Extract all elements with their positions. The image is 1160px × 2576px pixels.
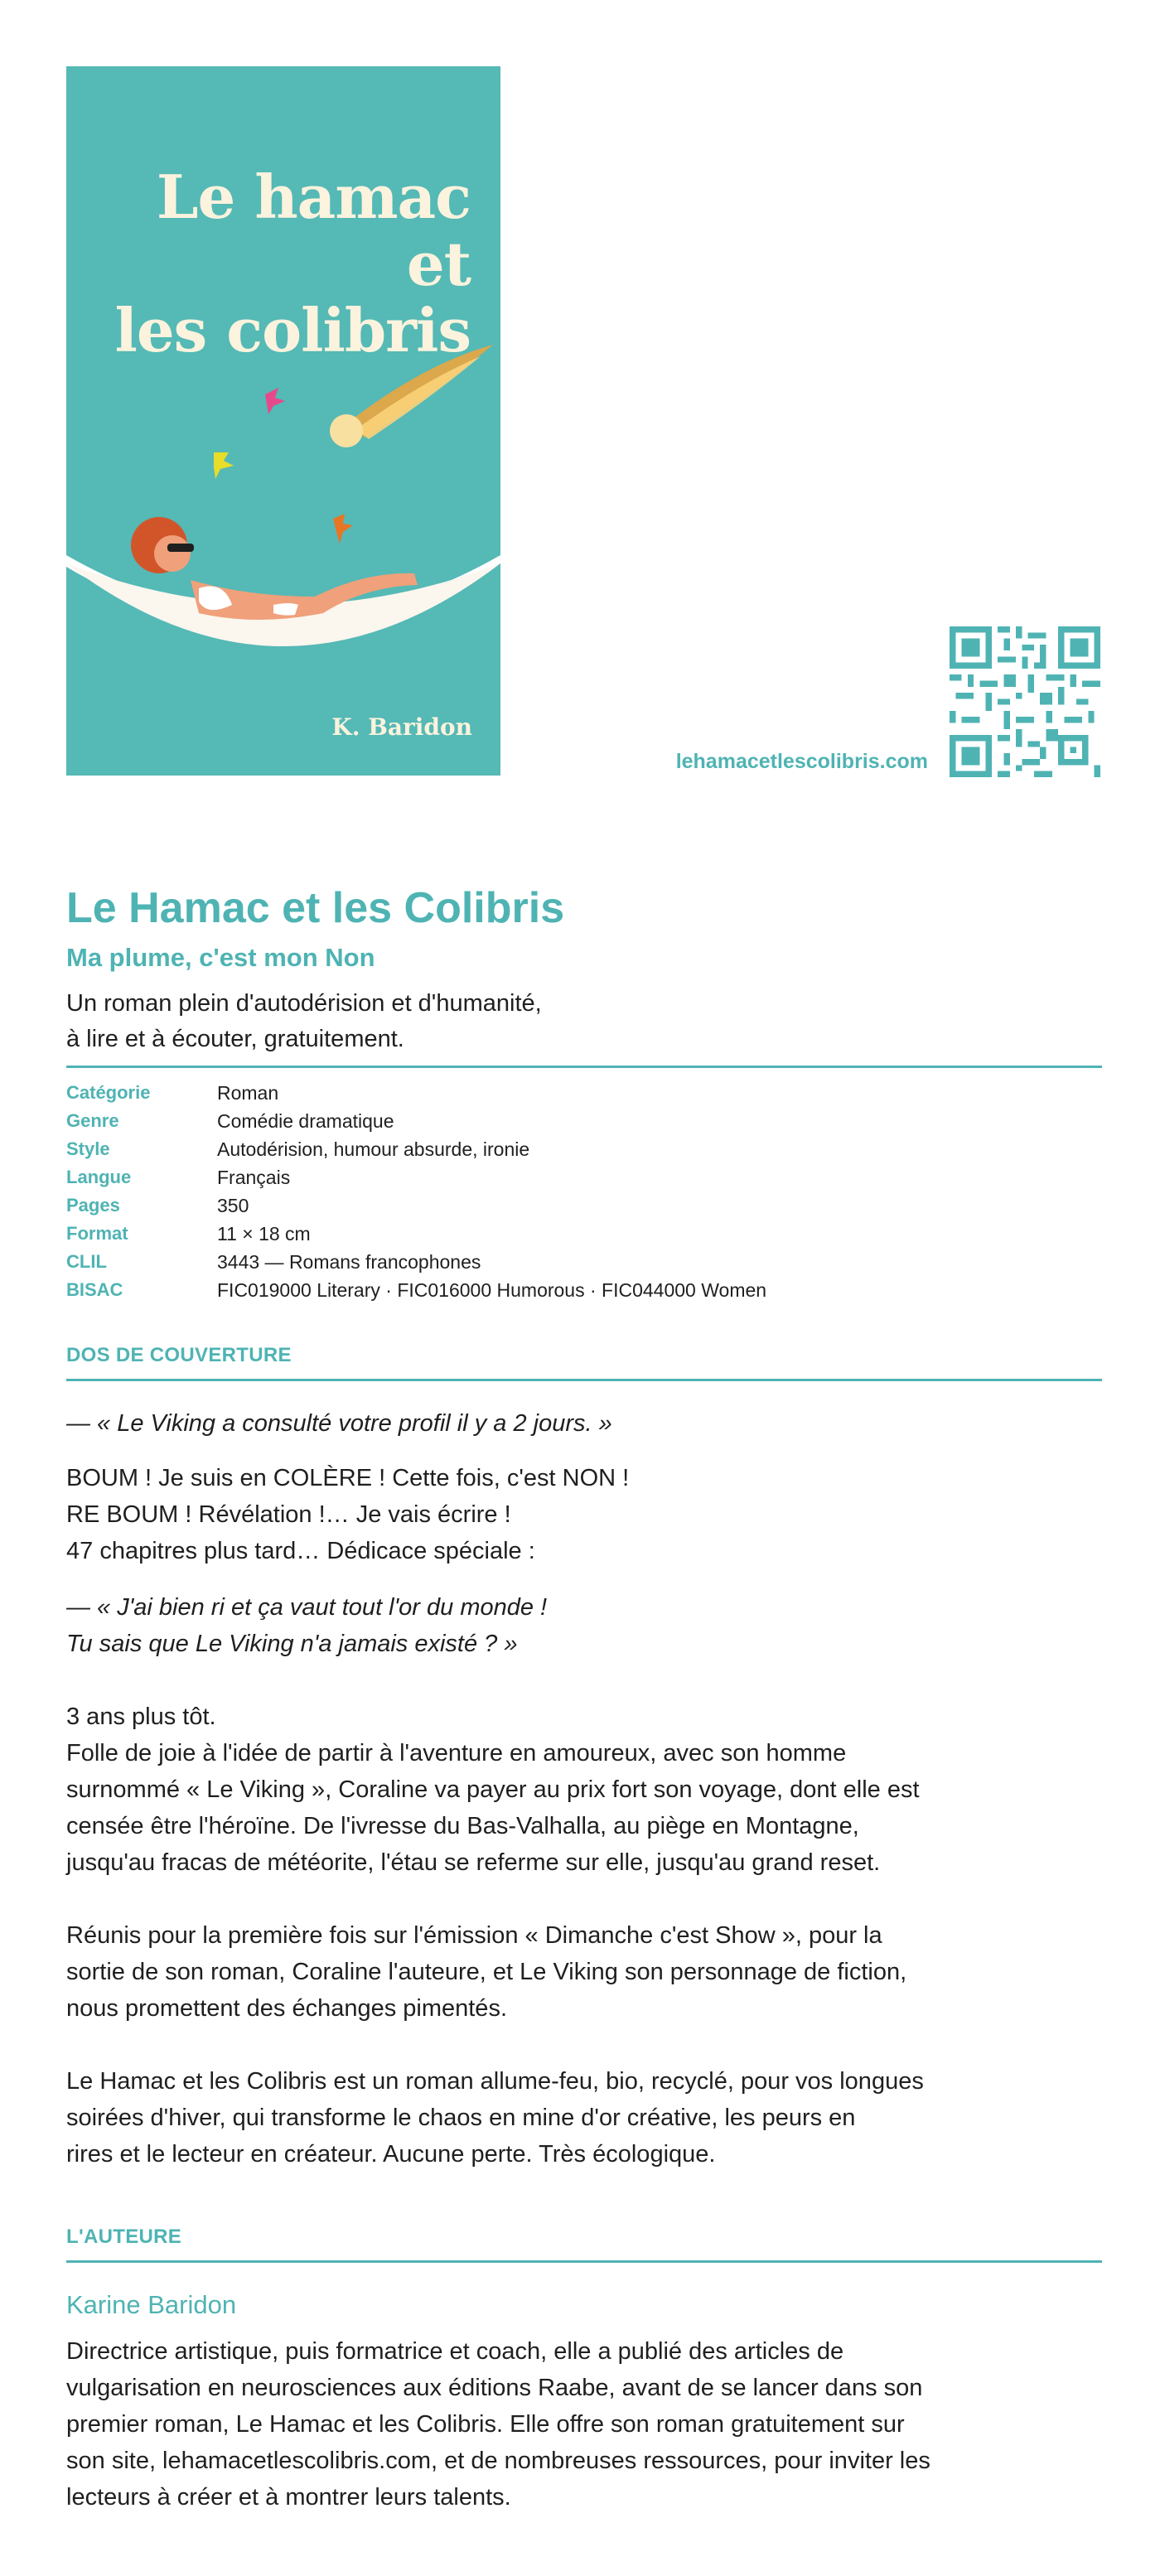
comet-tail-inner (356, 356, 481, 439)
bio-line: Directrice artistique, puis formatrice et coach, elle a publié des articles de (66, 2338, 844, 2365)
woman-sunglasses (167, 544, 194, 552)
back-cover-paragraph (66, 1460, 1102, 1569)
metadata-key: CLIL (66, 1251, 107, 1272)
paragraph-line: censée être l'héroïne. De l'ivresse du Bas-Valhalla, au piège en Montagne, (66, 1813, 859, 1839)
hummingbird-orange (333, 514, 353, 544)
back-cover-paragraph (66, 1917, 1102, 2027)
metadata-row (66, 1107, 1102, 1135)
divider (66, 1379, 1102, 1381)
intro-line: à lire et à écouter, gratuitement. (66, 1026, 404, 1052)
metadata-key: Pages (66, 1195, 120, 1216)
metadata-row (66, 1191, 1102, 1220)
metadata-value: Roman (217, 1081, 279, 1104)
metadata-row (66, 1135, 1102, 1163)
paragraph-line: jusqu'au fracas de météorite, l'étau se referme sur elle, jusqu'au grand reset. (66, 1849, 881, 1876)
comet-head (330, 414, 363, 447)
section-heading-author: L'AUTEURE (66, 2226, 182, 2248)
intro-line: Un roman plein d'autodérision et d'humanité, (66, 990, 542, 1017)
metadata-key: BISAC (66, 1279, 123, 1300)
metadata-key: Catégorie (66, 1082, 151, 1103)
paragraph-line: Le Hamac et les Colibris est un roman allume-feu, bio, recyclé, pour vos longues (66, 2068, 924, 2095)
paragraph-line: Réunis pour la première fois sur l'émission « Dimanche c'est Show », pour la (66, 1922, 882, 1949)
metadata-row (66, 1220, 1102, 1248)
paragraph-line: Folle de joie à l'idée de partir à l'aventure en amoureux, avec son homme (66, 1740, 847, 1766)
hummingbird-yellow (214, 452, 234, 479)
metadata-key: Genre (66, 1110, 119, 1131)
book-intro (66, 986, 812, 1057)
cover-title-line: les colibris (114, 295, 471, 366)
paragraph-line: nous promettent des échanges pimentés. (66, 1995, 507, 2022)
metadata-value: 11 × 18 cm (217, 1222, 311, 1245)
metadata-table (66, 1079, 1102, 1304)
bio-line: vulgarisation en neurosciences aux éditions Raabe, avant de se lancer dans son (66, 2375, 923, 2401)
back-cover-quote (66, 1589, 1102, 1662)
back-cover-paragraph (66, 2063, 1102, 2172)
divider (66, 2260, 1102, 2263)
author-bio (66, 2333, 1102, 2516)
metadata-row (66, 1248, 1102, 1276)
paragraph-line: RE BOUM ! Révélation !… Je vais écrire ! (66, 1501, 511, 1528)
author-name: Karine Baridon (66, 2290, 237, 2319)
website-link[interactable]: lehamacetlescolibris.com (675, 750, 928, 773)
quote-line: Tu sais que Le Viking n'a jamais existé ? » (66, 1631, 518, 1657)
hummingbird-pink (265, 388, 285, 414)
woman-face (154, 535, 191, 572)
bio-line: premier roman, Le Hamac et les Colibris. Elle offre son roman gratuitement sur (66, 2411, 905, 2438)
metadata-key: Style (66, 1138, 110, 1159)
metadata-value: Autodérision, humour absurde, ironie (217, 1138, 530, 1160)
metadata-value: FIC019000 Literary · FIC016000 Humorous · FIC044000 Women (217, 1278, 767, 1301)
book-title: Le Hamac et les Colibris (66, 884, 565, 932)
paragraph-line: sortie de son roman, Coraline l'auteure, et Le Viking son personnage de fiction, (66, 1959, 907, 1985)
section-heading-back-cover: DOS DE COUVERTURE (66, 1344, 292, 1366)
metadata-key: Langue (66, 1167, 132, 1187)
cover-author: K. Baridon (331, 713, 472, 741)
divider (66, 1066, 1102, 1068)
bio-line: son site, lehamacetlescolibris.com, et de nombreuses ressources, pour inviter les (66, 2448, 930, 2474)
metadata-key: Format (66, 1223, 128, 1244)
qr-code-icon[interactable] (950, 626, 1100, 777)
paragraph-line: 47 chapitres plus tard… Dédicace spéciale : (66, 1538, 535, 1564)
paragraph-line: BOUM ! Je suis en COLÈRE ! Cette fois, c'est NON ! (66, 1465, 630, 1491)
paragraph-line: rires et le lecteur en créateur. Aucune perte. Très écologique. (66, 2141, 716, 2168)
metadata-value: 350 (217, 1194, 249, 1216)
metadata-value: 3443 — Romans francophones (217, 1250, 481, 1273)
metadata-row (66, 1079, 1102, 1107)
back-cover-paragraph (66, 1699, 1102, 1881)
cover-title-line: Le hamac et (156, 162, 471, 299)
paragraph-line: surnommé « Le Viking », Coraline va payer au prix fort son voyage, dont elle est (66, 1776, 920, 1803)
paragraph-line: soirées d'hiver, qui transforme le chaos en mine d'or créative, les peurs en (66, 2105, 856, 2131)
book-cover (66, 66, 500, 776)
book-tagline: Ma plume, c'est mon Non (66, 943, 375, 972)
metadata-value: Français (217, 1166, 291, 1188)
bio-line: lecteurs à créer et à montrer leurs talents. (66, 2484, 511, 2511)
metadata-row (66, 1276, 1102, 1304)
back-cover-quote: — « Le Viking a consulté votre profil il y a 2 jours. » (66, 1410, 612, 1437)
quote-line: — « J'ai bien ri et ça vaut tout l'or du monde ! (66, 1594, 548, 1621)
metadata-value: Comédie dramatique (217, 1109, 394, 1132)
cover-title (89, 164, 471, 365)
metadata-row (66, 1163, 1102, 1191)
paragraph-line: 3 ans plus tôt. (66, 1704, 216, 1730)
